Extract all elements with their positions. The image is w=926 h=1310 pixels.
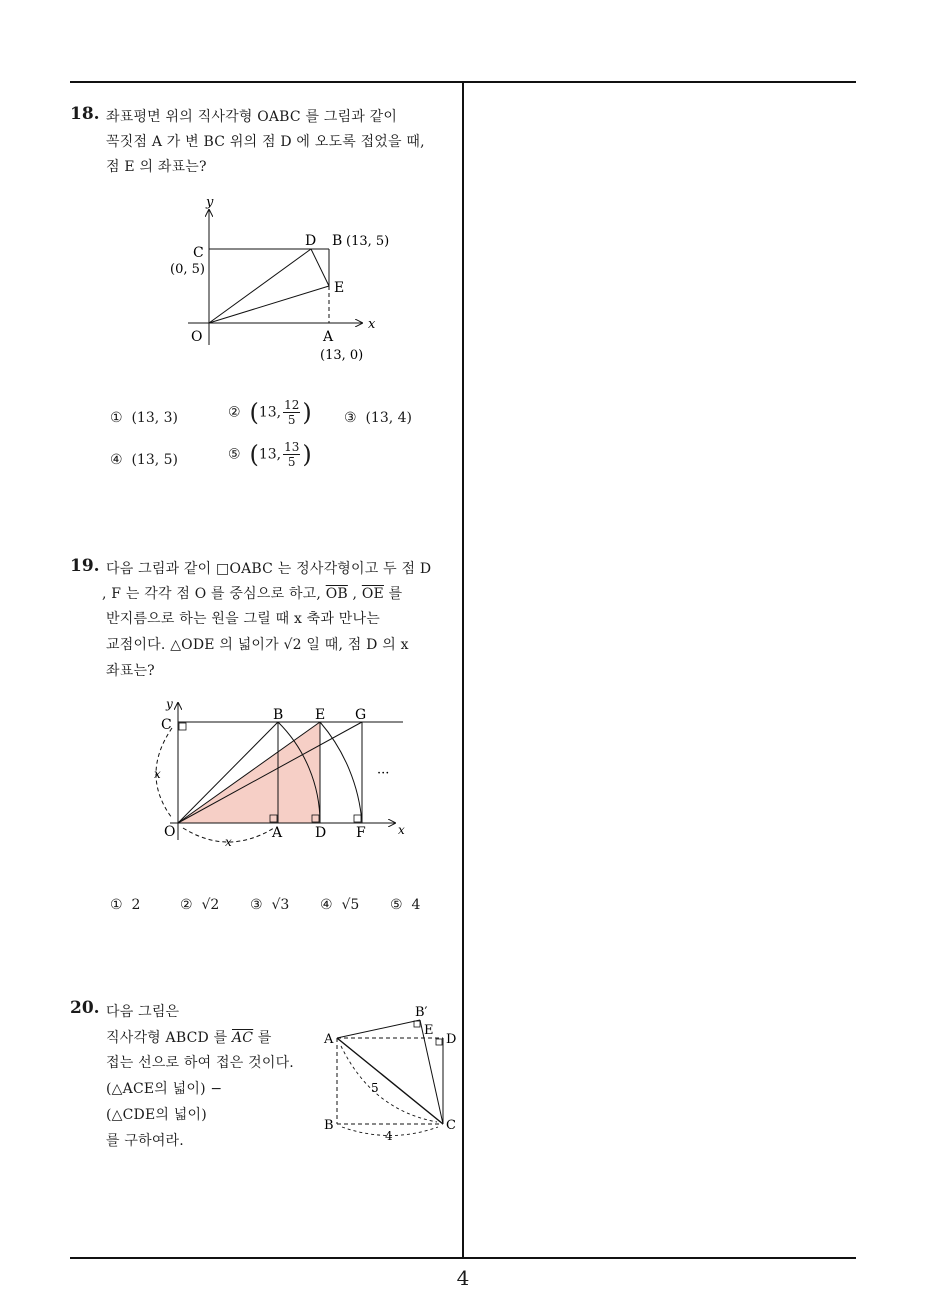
length-label-5: 5: [371, 1081, 379, 1095]
length-label-4: 4: [385, 1129, 393, 1143]
axis-label-y: y: [166, 697, 173, 711]
question-text-line: 다음 그림은: [106, 1004, 180, 1020]
fraction: $\frac{13}{5}$: [284, 440, 300, 469]
question-text-line: 반지름으로 하는 원을 그릴 때 x 축과 만나는: [106, 611, 380, 627]
question-text-line: 좌표는?: [106, 663, 155, 679]
question-text-line: 직사각형 ABCD 를 $\overline{AC}$ 를: [106, 1030, 272, 1046]
bottom-rule: [70, 1257, 856, 1259]
point-label-c: C: [193, 245, 204, 261]
choice-5[interactable]: ⑤ (13, $\frac{13}{5}$ ): [228, 440, 312, 469]
question-text-line: 를 구하여라.: [106, 1133, 184, 1149]
point-label-d: D: [305, 233, 317, 249]
axis-label-x: x: [398, 823, 405, 837]
page-number: 4: [456, 1266, 470, 1290]
paren-left: (: [249, 398, 259, 427]
question-text-line: 꼭짓점 A 가 변 BC 위의 점 D 에 오도록 접었을 때,: [106, 134, 425, 150]
point-label-e: E: [424, 1023, 434, 1038]
choice-2[interactable]: ② (13, $\frac{12}{5}$ ): [228, 398, 312, 427]
question-text-line: 교점이다. △ODE 의 넓이가 √2 일 때, 점 D 의 x: [106, 637, 409, 653]
point-label-c: C: [446, 1118, 456, 1133]
question-number: 18.: [70, 104, 100, 124]
ellipsis: ···: [377, 766, 390, 781]
point-label-e: E: [315, 707, 326, 723]
point-label-o: O: [164, 824, 176, 840]
segment-oe: $\overline{OE}$: [361, 586, 384, 602]
choice-3[interactable]: ③ (13, 4): [344, 410, 413, 426]
fraction: $\frac{12}{5}$: [284, 398, 300, 427]
point-label-d: D: [446, 1032, 457, 1047]
segment-ac: $\overline{AC}$: [231, 1030, 254, 1046]
choice-1[interactable]: ① 2: [110, 897, 141, 913]
choice-2[interactable]: ② √2: [180, 897, 220, 913]
coord-label-c: (0, 5): [170, 262, 205, 277]
point-label-a: A: [323, 329, 334, 345]
question-text-line: 점 E 의 좌표는?: [106, 159, 207, 175]
q20-figure: [318, 1000, 460, 1148]
side-label-x: x: [154, 767, 161, 781]
axis-label-x: x: [368, 317, 376, 332]
question-text-line: 다음 그림과 같이 □OABC 는 정사각형이고 두 점 D: [106, 561, 432, 577]
q18-figure: [160, 190, 400, 370]
point-label-b: B: [332, 233, 343, 249]
column-divider: [462, 82, 464, 1258]
point-label-o: O: [191, 329, 203, 345]
point-label-b: B: [273, 707, 284, 723]
q19-figure: [150, 696, 420, 856]
point-label-f: F: [356, 825, 366, 841]
question-text-line: , F 는 각각 점 O 를 중심으로 하고, $\overline{OB}$ , $\overline{OE}$ 를: [102, 586, 403, 602]
point-label-d: D: [315, 825, 327, 841]
coord-label-b: (13, 5): [346, 234, 390, 249]
choice-4[interactable]: ④ √5: [320, 897, 360, 913]
point-label-c: C: [161, 717, 172, 733]
question-number: 20.: [70, 998, 100, 1018]
axis-label-y: y: [206, 195, 214, 210]
bottom-label-x: x: [225, 835, 232, 849]
point-label-b-prime: B′: [415, 1005, 428, 1020]
question-text-line: (△CDE의 넓이): [106, 1107, 207, 1123]
question-text-line: 좌표평면 위의 직사각형 OABC 를 그림과 같이: [106, 109, 398, 125]
choice-4[interactable]: ④ (13, 5): [110, 452, 179, 468]
choice-1[interactable]: ① (13, 3): [110, 410, 179, 426]
paren-left: (: [249, 440, 259, 469]
choice-3[interactable]: ③ √3: [250, 897, 290, 913]
paren-right: ): [302, 398, 312, 427]
point-label-a: A: [272, 825, 283, 841]
segment-ob: $\overline{OB}$: [325, 586, 348, 602]
point-label-a: A: [324, 1032, 334, 1047]
question-number: 19.: [70, 556, 100, 576]
question-text-line: 접는 선으로 하여 접은 것이다.: [106, 1055, 294, 1071]
coord-label-a: (13, 0): [320, 348, 364, 363]
point-label-g: G: [355, 707, 367, 723]
choice-5[interactable]: ⑤ 4: [390, 897, 421, 913]
question-text-line: (△ACE의 넓이) −: [106, 1081, 223, 1097]
point-label-e: E: [334, 280, 345, 296]
paren-right: ): [302, 440, 312, 469]
point-label-b: B: [324, 1118, 334, 1133]
